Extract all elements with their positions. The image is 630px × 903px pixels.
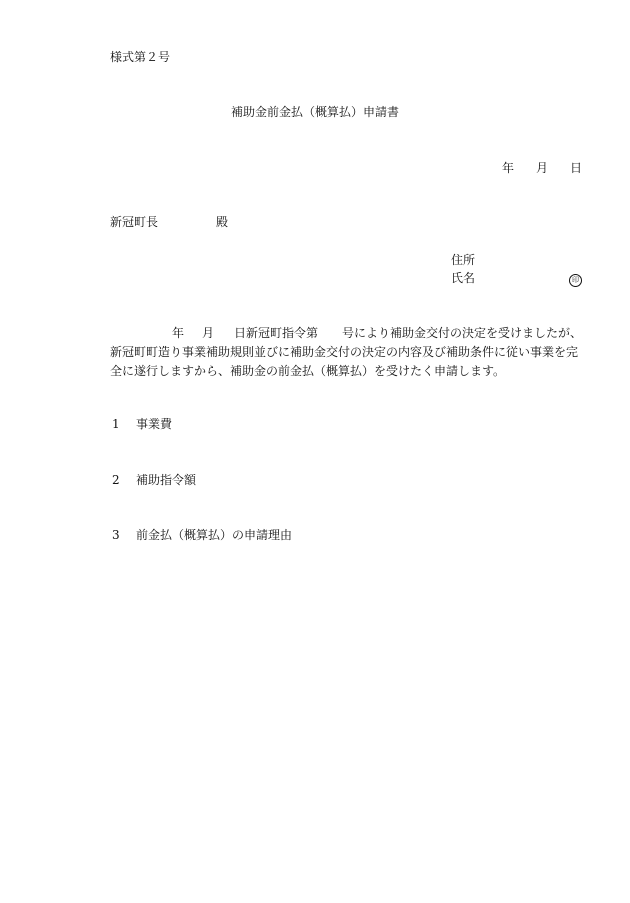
item-number: 1: [112, 417, 120, 431]
item-label: 前金払（概算払）の申請理由: [136, 528, 293, 542]
date-year-label: 年: [501, 161, 514, 175]
date-row: [502, 161, 582, 175]
form-number: 様式第２号: [110, 50, 171, 64]
item-label: 補助指令額: [136, 473, 197, 487]
name-row: [451, 271, 582, 285]
body-line-2: 新冠町町造り事業補助規則並びに補助金交付の決定の内容及び補助条件に従い事業を完: [110, 345, 579, 359]
body-paragraph: [110, 324, 584, 381]
body-year-label: 年: [172, 326, 185, 340]
item-label: 事業費: [136, 417, 173, 431]
body-month-label: 月: [202, 326, 215, 340]
body-line-3: 全に遂行しますから、補助金の前金払（概算払）を受けたく申請します。: [110, 364, 506, 378]
date-day-label: 日: [569, 161, 582, 175]
seal-mark: [569, 271, 582, 287]
body-line-1: [110, 324, 584, 343]
body-line-1-rest: 号により補助金交付の決定を受けましたが、: [342, 326, 583, 340]
list-item: [112, 473, 196, 487]
addressee-honorific: 殿: [216, 215, 229, 229]
list-item: [112, 417, 172, 431]
seal-icon: 印: [569, 274, 582, 287]
item-number: 3: [112, 528, 120, 542]
addressee-name: 新冠町長: [110, 215, 159, 229]
date-month-label: 月: [535, 161, 548, 175]
addressee: [110, 215, 228, 229]
document-title: 補助金前金払（概算払）申請書: [230, 105, 399, 119]
item-number: 2: [112, 473, 120, 487]
list-item: [112, 528, 292, 542]
name-label: 氏名: [451, 271, 476, 285]
address-label: 住所: [451, 253, 476, 267]
body-day-directive-label: 日新冠町指令第: [234, 326, 319, 340]
